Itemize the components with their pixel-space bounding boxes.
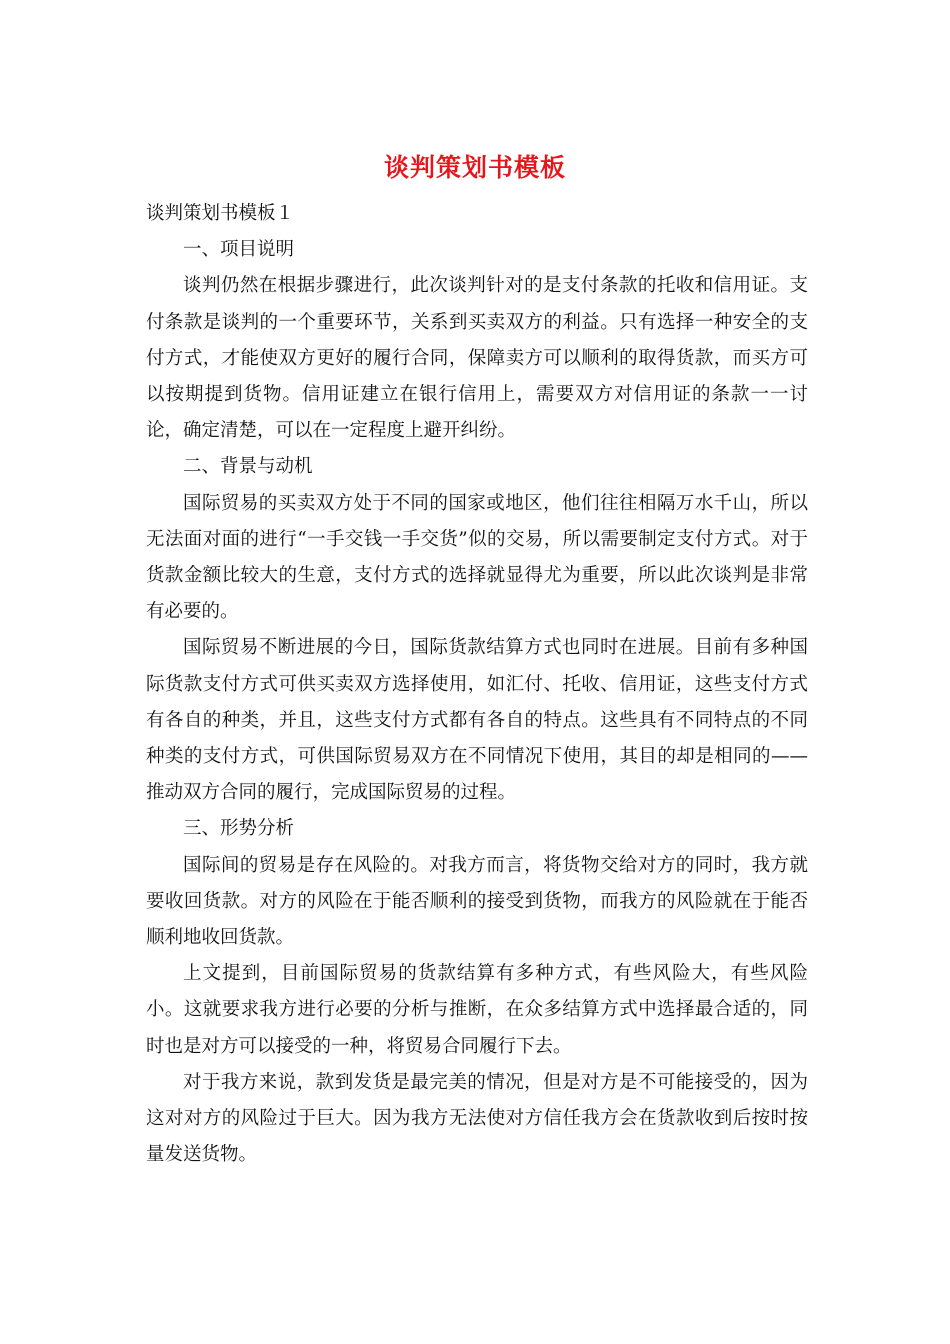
paragraph: 国际贸易的买卖双方处于不同的国家或地区，他们往往相隔万水千山，所以无法面对面的进行“一手交钱一手交货”似的交易，所以需要制定支付方式。对于货款金额比较大的生意，支付方式的选择就显得尤为重要，所以此次谈判是非常有必要的。 — [146, 492, 808, 623]
paragraph: 国际贸易不断进展的今日，国际货款结算方式也同时在进展。目前有多种国际货款支付方式可供买卖双方选择使用，如汇付、托收、信用证，这些支付方式有各自的种类，并且，这些支付方式都有各自的特点。这些具有不同特点的不同种类的支付方式，可供国际贸易双方在不同情况下使用，其目的却是相同的——推动双方合同的履行，完成国际贸易的过程。 — [146, 637, 808, 804]
document-body — [146, 196, 808, 1173]
section-heading-project: 一、项目说明 — [183, 239, 295, 261]
paragraph: 国际间的贸易是存在风险的。对我方而言，将货物交给对方的同时，我方就要收回货款。对方的风险在于能否顺利的接受到货物，而我方的风险就在于能否顺利地收回货款。 — [146, 854, 808, 949]
section-heading-background: 二、背景与动机 — [183, 456, 313, 478]
paragraph: 对于我方来说，款到发货是最完美的情况，但是对方是不可能接受的，因为这对对方的风险过于巨大。因为我方无法使对方信任我方会在货款收到后按时按量发送货物。 — [146, 1071, 808, 1166]
paragraph: 谈判仍然在根据步骤进行，此次谈判针对的是支付条款的托收和信用证。支付条款是谈判的一个重要环节，关系到买卖双方的利益。只有选择一种安全的支付方式，才能使双方更好的履行合同，保障卖方可以顺利的取得货款，而买方可以按期提到货物。信用证建立在银行信用上，需要双方对信用证的条款一一讨论，确定清楚，可以在一定程度上避开纠纷。 — [146, 275, 808, 442]
section-heading-situation: 三、形势分析 — [183, 818, 295, 840]
document-title: 谈判策划书模板 — [383, 153, 566, 182]
paragraph: 上文提到，目前国际贸易的货款结算有多种方式，有些风险大，有些风险小。这就要求我方进行必要的分析与推断，在众多结算方式中选择最合适的，同时也是对方可以接受的一种，将贸易合同履行下去。 — [146, 963, 808, 1057]
document-subtitle: 谈判策划书模板１ — [146, 203, 295, 224]
